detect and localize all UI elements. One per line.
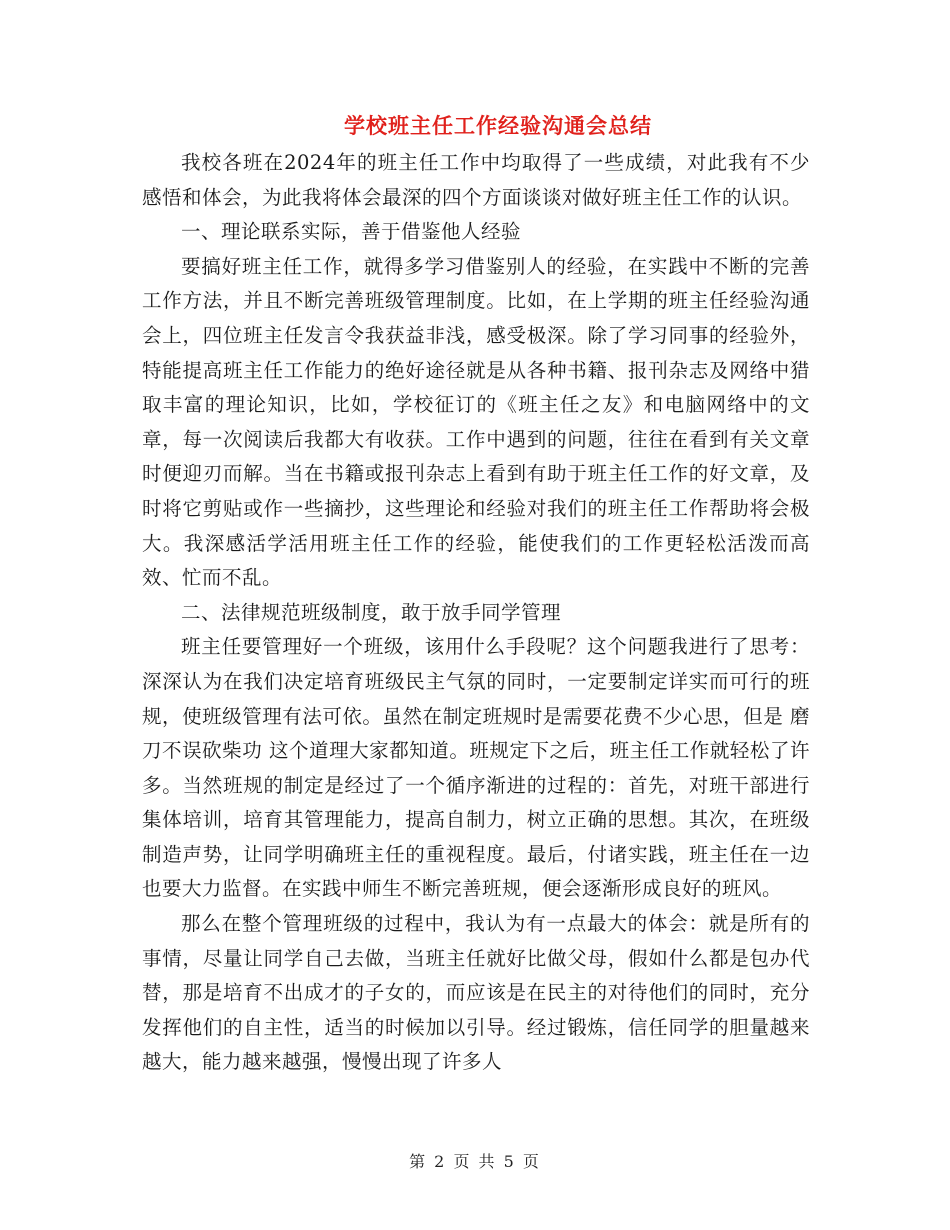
paragraph-intro: 我校各班在2024年的班主任工作中均取得了一些成绩，对此我有不少感悟和体会，为此我将体会最深的四个方面谈谈对做好班主任工作的认识。 <box>142 151 810 209</box>
section-heading-2: 二、法律规范班级制度，敢于放手同学管理 <box>181 600 562 624</box>
paragraph-section-2: 班主任要管理好一个班级，该用什么手段呢？这个问题我进行了思考：深深认为在我们决定培育班级民主气氛的同时，一定要制定详实而可行的班规，使班级管理有法可依。虽然在制定班规时是需要花费不少心思，但是 磨刀不误砍柴功 这个道理大家都知道。班规定下之后，班主任工作就轻松了许多。当然班规的制定是经过了一个循序渐进的过程的：首先，对班干部进行集体培训，培育其管理能力，提高自制力，树立正确的思想。其次，在班级制造声势，让同学明确班主任的重视程度。最后，付诸实践，班主任在一边也要大力监督。在实践中师生不断完善班规，便会逐渐形成良好的班风。 <box>142 635 810 901</box>
paragraph-section-2-cont: 那么在整个管理班级的过程中，我认为有一点最大的体会：就是所有的事情，尽量让同学自己去做，当班主任就好比做父母，假如什么都是包办代替，那是培育不出成才的子女的，而应该是在民主的对待他们的同时，充分发挥他们的自主性，适当的时候加以引导。经过锻炼，信任同学的胆量越来越大，能力越来越强，慢慢出现了许多人 <box>142 912 810 1074</box>
page-title: 学校班主任工作经验沟通会总结 <box>344 113 652 138</box>
page-number-footer: 第 2 页 共 5 页 <box>409 1152 541 1171</box>
paragraph-section-1: 要搞好班主任工作，就得多学习借鉴别人的经验，在实践中不断的完善工作方法，并且不断完善班级管理制度。比如，在上学期的班主任经验沟通会上，四位班主任发言令我获益非浅，感受极深。除了学习同事的经验外，特能提高班主任工作能力的绝好途径就是从各种书籍、报刊杂志及网络中猎取丰富的理论知识，比如，学校征订的《班主任之友》和电脑网络中的文章，每一次阅读后我都大有收获。工作中遇到的问题，往往在看到有关文章时便迎刃而解。当在书籍或报刊杂志上看到有助于班主任工作的好文章，及时将它剪贴或作一些摘抄，这些理论和经验对我们的班主任工作帮助将会极大。我深感活学活用班主任工作的经验，能使我们的工作更轻松活泼而高效、忙而不乱。 <box>142 254 810 590</box>
document-body <box>142 146 810 1080</box>
section-heading-1: 一、理论联系实际，善于借鉴他人经验 <box>181 220 522 244</box>
